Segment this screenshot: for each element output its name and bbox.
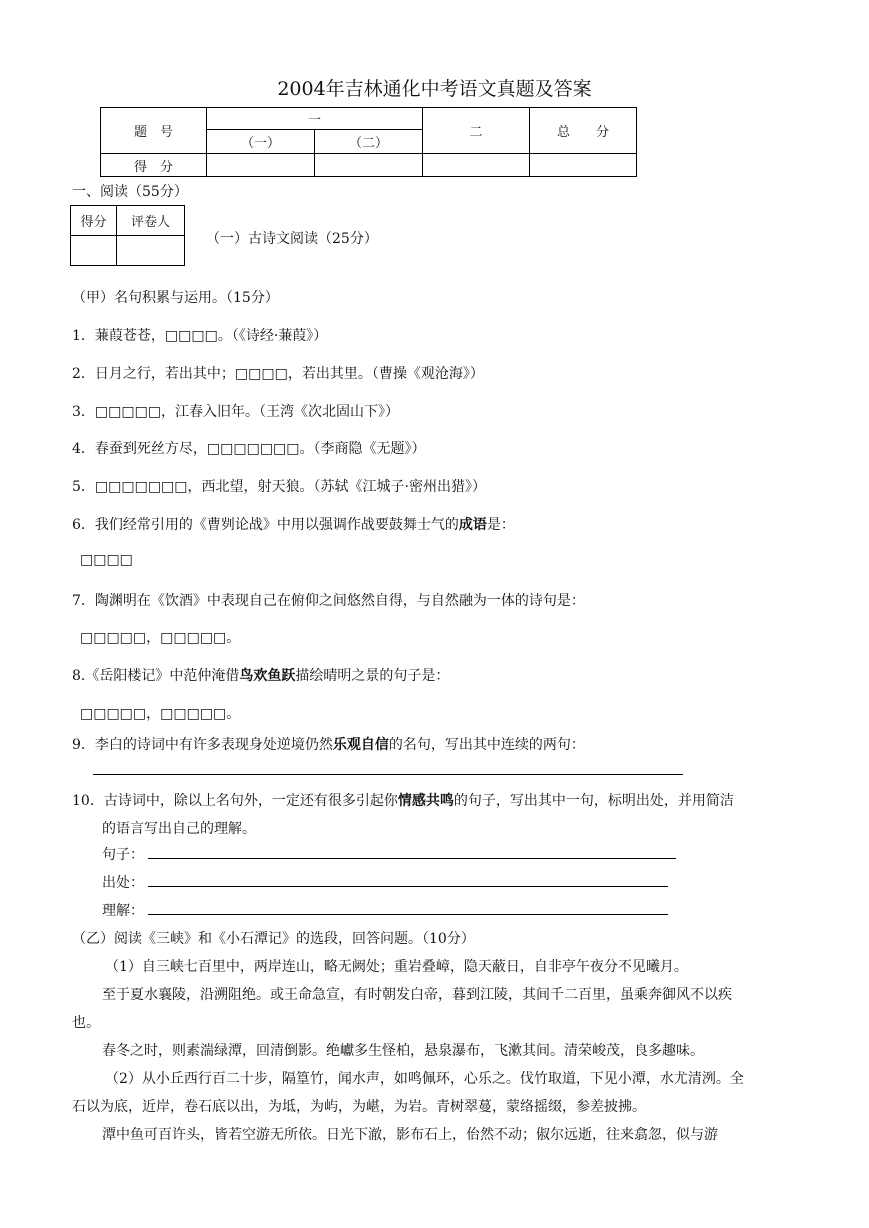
- question-8-text: 8.《岳阳楼记》中范仲淹借: [72, 668, 240, 684]
- row-defen-label: 得 分: [101, 154, 207, 177]
- score-table: [100, 107, 637, 177]
- question-10-emphasis: 情感共鸣: [397, 793, 454, 809]
- score-cell-one-a: [207, 154, 315, 177]
- question-10: [72, 790, 734, 810]
- question-6: [72, 514, 515, 534]
- question-10-line-2: 的语言写出自己的理解。: [102, 821, 256, 837]
- question-8-answer-blanks: □□□□□，□□□□□。: [80, 706, 241, 722]
- question-10-tail: 的句子，写出其中一句，标明出处，并用简洁: [453, 793, 734, 809]
- question-9-text: 9．李白的诗词中有许多表现身处逆境仍然: [72, 737, 333, 753]
- question-8-tail: 描绘晴明之景的句子是：: [295, 668, 450, 684]
- question-8: [72, 665, 449, 685]
- header-part-one-a: （一）: [207, 130, 315, 154]
- header-part-two: 二: [423, 108, 530, 154]
- header-total: 总 分: [530, 108, 637, 154]
- question-6-tail: 是：: [486, 517, 515, 533]
- question-6-text: 6．我们经常引用的《曹刿论战》中用以强调作战要鼓舞士气的: [72, 517, 459, 533]
- question-7: 7．陶渊明在《饮酒》中表现自己在俯仰之间悠然自得，与自然融为一体的诗句是：: [72, 593, 585, 609]
- header-part-one-b: （二）: [315, 130, 423, 154]
- question-10-sentence-line[interactable]: [148, 858, 676, 859]
- question-9-emphasis: 乐观自信: [332, 737, 389, 753]
- grader-score-cell: [71, 236, 117, 266]
- question-3: 3．□□□□□，江春入旧年。（王湾《次北固山下》）: [72, 404, 400, 420]
- question-6-answer-blanks: □□□□: [80, 552, 133, 568]
- grader-reviewer-label: 评卷人: [117, 206, 185, 236]
- part-one-title: （一）古诗文阅读（25分）: [206, 231, 378, 247]
- grader-score-label: 得分: [71, 206, 117, 236]
- question-10-source-line[interactable]: [148, 886, 668, 887]
- passage-2-paragraph-1: （2）从小丘西行百二十步，隔篁竹，闻水声，如鸣佩环，心乐之。伐竹取道，下见小潭，水尤清洌。全: [105, 1071, 744, 1087]
- score-cell-total: [530, 154, 637, 177]
- question-5: 5．□□□□□□□，西北望，射天狼。（苏轼《江城子·密州出猎》）: [72, 479, 486, 495]
- question-1: 1．蒹葭苍苍，□□□□。（《诗经·蒹葭》）: [72, 328, 328, 344]
- question-10-text: 10．古诗词中，除以上名句外，一定还有很多引起你: [72, 793, 398, 809]
- question-6-emphasis: 成语: [458, 517, 487, 533]
- passage-1-paragraph-3: 春冬之时，则素湍绿潭，回清倒影。绝巘多生怪柏，悬泉瀑布，飞漱其间。清荣峻茂，良多趣味。: [102, 1043, 704, 1059]
- question-10-understanding-label: 理解：: [102, 903, 144, 919]
- question-9-answer-line[interactable]: [93, 774, 683, 775]
- passage-1-paragraph-2: 至于夏水襄陵，沿溯阻绝。或王命急宣，有时朝发白帝，暮到江陵，其间千二百里，虽乘奔御风不以疾: [102, 987, 732, 1003]
- question-10-understanding-line[interactable]: [148, 914, 668, 915]
- subsection-yi: （乙）阅读《三峡》和《小石潭记》的选段，回答问题。（10分）: [72, 931, 475, 947]
- page-title: 2004年吉林通化中考语文真题及答案: [277, 78, 592, 100]
- question-9-tail: 的名句，写出其中连续的两句：: [388, 737, 585, 753]
- question-9: [72, 734, 585, 754]
- subsection-jia: （甲）名句积累与运用。（15分）: [72, 290, 279, 306]
- passage-2-paragraph-2: 潭中鱼可百许头，皆若空游无所依。日光下澈，影布石上，佁然不动；俶尔远逝，往来翕忽，似与游: [102, 1127, 718, 1143]
- passage-1-paragraph-1: （1）自三峡七百里中，两岸连山，略无阙处；重岩叠嶂，隐天蔽日，自非亭午夜分不见曦月。: [105, 959, 688, 975]
- score-cell-one-b: [315, 154, 423, 177]
- question-7-answer-blanks: □□□□□，□□□□□。: [80, 630, 241, 646]
- grader-box: [70, 205, 185, 266]
- score-cell-two: [423, 154, 530, 177]
- header-part-one: 一: [207, 108, 423, 130]
- passage-1-paragraph-2-cont: 也。: [72, 1015, 100, 1031]
- passage-2-paragraph-1-cont: 石以为底，近岸，卷石底以出，为坻，为屿，为嵁，为岩。青树翠蔓，蒙络摇缀，参差披拂。: [72, 1099, 646, 1115]
- question-10-sentence-label: 句子：: [102, 847, 144, 863]
- question-8-emphasis: 鸟欢鱼跃: [239, 668, 296, 684]
- question-2: 2．日月之行，若出其中；□□□□，若出其里。（曹操《观沧海》）: [72, 366, 484, 382]
- grader-reviewer-cell: [117, 236, 185, 266]
- question-10-source-label: 出处：: [102, 875, 144, 891]
- section-reading-heading: 一、阅读（55分）: [72, 184, 188, 200]
- question-4: 4．春蚕到死丝方尽，□□□□□□□。（李商隐《无题》）: [72, 441, 426, 457]
- header-tihao: 题 号: [101, 108, 207, 154]
